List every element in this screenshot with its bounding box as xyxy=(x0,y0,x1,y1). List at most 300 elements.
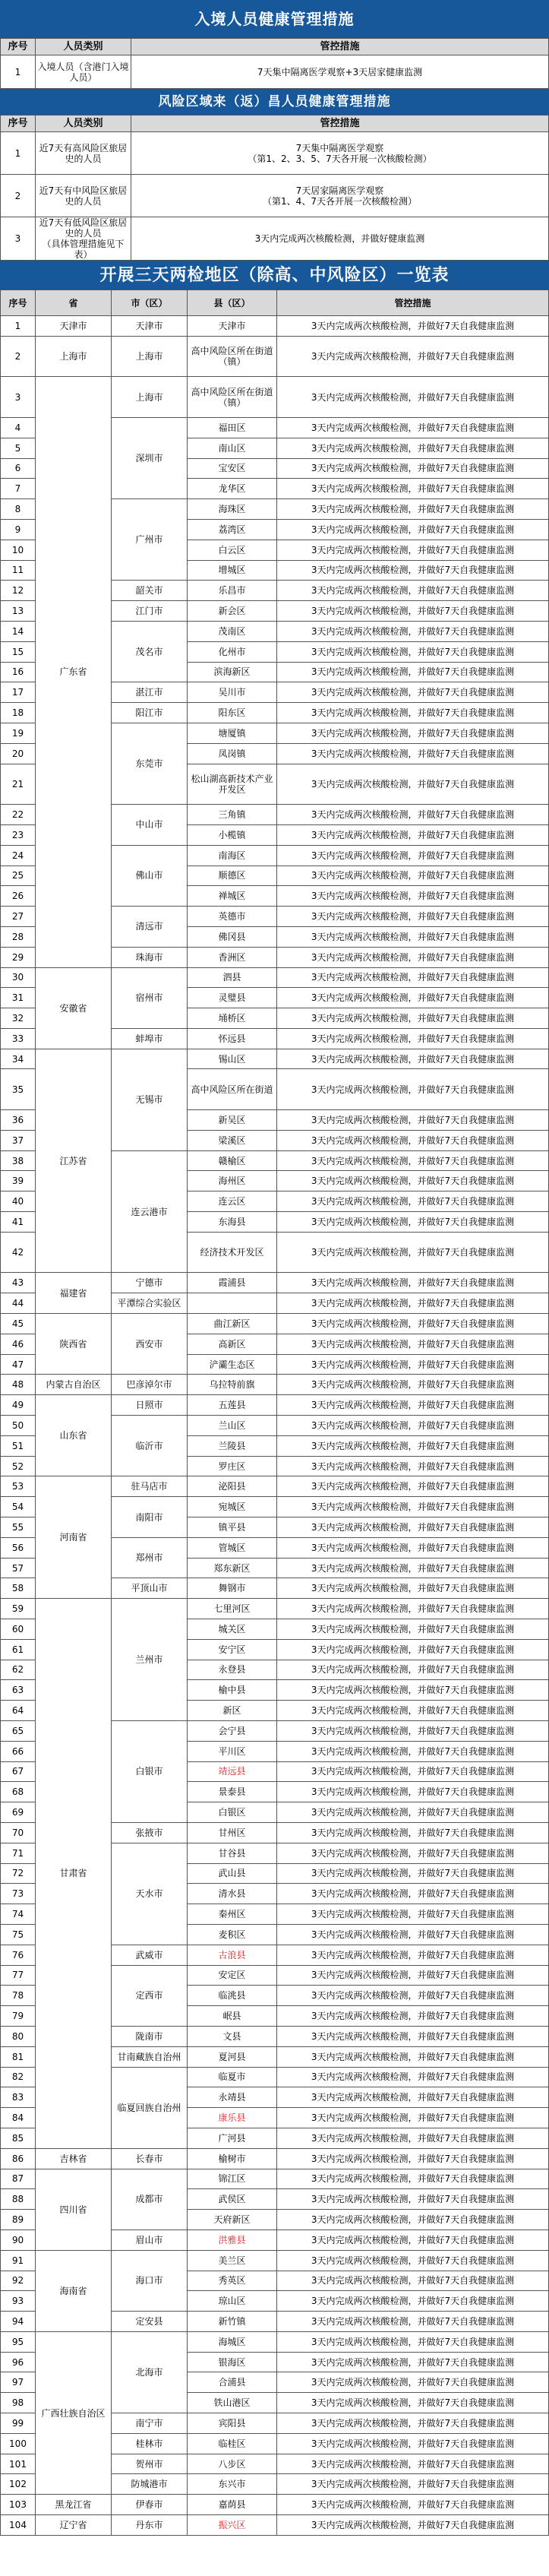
measure-cell: 3天内完成两次核酸检测，并做好7天自我健康监测 xyxy=(277,743,549,764)
row-number: 60 xyxy=(1,1619,36,1640)
row-number: 45 xyxy=(1,1314,36,1334)
row-number: 83 xyxy=(1,2087,36,2108)
measure-cell: 3天内完成两次核酸检测，并做好7天自我健康监测 xyxy=(277,316,549,337)
city-cell: 北海市 xyxy=(112,2331,188,2413)
province-cell: 福建省 xyxy=(36,1273,112,1314)
row-number: 87 xyxy=(1,2169,36,2189)
county-cell: 三角镇 xyxy=(188,805,277,825)
city-cell: 桂林市 xyxy=(112,2433,188,2454)
county-cell: 化州市 xyxy=(188,641,277,662)
row-number: 33 xyxy=(1,1028,36,1049)
measure-cell: 3天内完成两次核酸检测，并做好7天自我健康监测 xyxy=(277,1619,549,1640)
risk-row-measure: 3天内完成两次核酸检测，并做好健康监测 xyxy=(131,217,549,261)
measure-cell: 3天内完成两次核酸检测，并做好7天自我健康监测 xyxy=(277,1314,549,1334)
county-cell: 荔湾区 xyxy=(188,519,277,540)
measure-cell: 3天内完成两次核酸检测，并做好7天自我健康监测 xyxy=(277,1639,549,1660)
county-cell: 铁山港区 xyxy=(188,2393,277,2413)
county-cell: 东兴市 xyxy=(188,2474,277,2495)
row-number: 92 xyxy=(1,2271,36,2291)
measure-cell: 3天内完成两次核酸检测，并做好7天自我健康监测 xyxy=(277,2433,549,2454)
city-cell: 平潭综合实验区 xyxy=(112,1293,188,1314)
city-cell: 眉山市 xyxy=(112,2229,188,2250)
county-cell xyxy=(188,1293,277,1314)
row-number: 103 xyxy=(1,2495,36,2515)
county-cell: 埇桥区 xyxy=(188,1008,277,1029)
measure-cell: 3天内完成两次核酸检测，并做好7天自我健康监测 xyxy=(277,1456,549,1476)
measure-cell: 3天内完成两次核酸检测，并做好7天自我健康监测 xyxy=(277,764,549,805)
county-cell: 兰山区 xyxy=(188,1416,277,1436)
city-cell: 阳江市 xyxy=(112,703,188,723)
risk-row-category xyxy=(36,217,131,261)
measure-cell: 3天内完成两次核酸检测，并做好7天自我健康监测 xyxy=(277,1150,549,1171)
city-cell: 兰州市 xyxy=(112,1599,188,1721)
row-number: 50 xyxy=(1,1416,36,1436)
entry-row-category: 入境人员（含港门入境人员） xyxy=(36,55,131,89)
table-row xyxy=(1,1476,549,1497)
county-cell: 新区 xyxy=(188,1701,277,1721)
table-row xyxy=(1,2495,549,2515)
city-cell: 深圳市 xyxy=(112,417,188,498)
measure-cell: 3天内完成两次核酸检测，并做好7天自我健康监测 xyxy=(277,2312,549,2332)
measure-cell: 3天内完成两次核酸检测，并做好7天自我健康监测 xyxy=(277,2087,549,2108)
city-cell: 江门市 xyxy=(112,601,188,622)
county-cell: 宝安区 xyxy=(188,458,277,479)
measure-cell: 3天内完成两次核酸检测，并做好7天自我健康监测 xyxy=(277,1517,549,1538)
county-cell: 临洮县 xyxy=(188,1986,277,2006)
measure-cell: 3天内完成两次核酸检测，并做好7天自我健康监测 xyxy=(277,2372,549,2393)
row-number: 57 xyxy=(1,1558,36,1578)
county-cell: 安定区 xyxy=(188,1965,277,1986)
row-number: 3 xyxy=(1,377,36,418)
city-cell: 定西市 xyxy=(112,1965,188,2026)
county-cell: 泌阳县 xyxy=(188,1476,277,1497)
row-number: 102 xyxy=(1,2474,36,2495)
measure-cell: 3天内完成两次核酸检测，并做好7天自我健康监测 xyxy=(277,2108,549,2128)
row-number: 28 xyxy=(1,926,36,947)
row-number: 88 xyxy=(1,2189,36,2210)
row-number: 98 xyxy=(1,2393,36,2413)
measure-cell: 3天内完成两次核酸检测，并做好7天自我健康监测 xyxy=(277,824,549,845)
city-cell: 成都市 xyxy=(112,2169,188,2229)
county-cell: 嘉荫县 xyxy=(188,2495,277,2515)
measure-cell: 3天内完成两次核酸检测，并做好7天自我健康监测 xyxy=(277,1884,549,1904)
risk-row-measure xyxy=(131,175,549,217)
county-cell: 浐灞生态区 xyxy=(188,1354,277,1375)
row-number: 27 xyxy=(1,907,36,927)
row-number: 36 xyxy=(1,1110,36,1131)
row-number: 77 xyxy=(1,1965,36,1986)
county-cell: 甘谷县 xyxy=(188,1843,277,1863)
city-cell: 定安县 xyxy=(112,2312,188,2332)
county-cell: 兰陵县 xyxy=(188,1435,277,1456)
measure-cell: 3天内完成两次核酸检测，并做好7天自我健康监测 xyxy=(277,907,549,927)
county-cell: 宾阳县 xyxy=(188,2413,277,2434)
measure-cell: 3天内完成两次核酸检测，并做好7天自我健康监测 xyxy=(277,1395,549,1416)
row-number: 7 xyxy=(1,479,36,499)
row-number: 94 xyxy=(1,2312,36,2332)
city-cell: 西安市 xyxy=(112,1314,188,1375)
county-cell: 天府新区 xyxy=(188,2210,277,2230)
row-number: 78 xyxy=(1,1986,36,2006)
city-cell: 湛江市 xyxy=(112,682,188,703)
province-cell: 广西壮族自治区 xyxy=(36,2331,112,2494)
measure-cell: 3天内完成两次核酸检测，并做好7天自我健康监测 xyxy=(277,1965,549,1986)
city-cell: 海口市 xyxy=(112,2250,188,2311)
row-number: 69 xyxy=(1,1802,36,1823)
city-cell: 防城港市 xyxy=(112,2474,188,2495)
county-cell: 龙华区 xyxy=(188,479,277,499)
measure-cell: 3天内完成两次核酸检测，并做好7天自我健康监测 xyxy=(277,621,549,641)
row-number: 90 xyxy=(1,2229,36,2250)
city-cell: 南阳市 xyxy=(112,1497,188,1538)
county-cell: 美兰区 xyxy=(188,2250,277,2271)
county-cell: 清水县 xyxy=(188,1884,277,1904)
risk-row-no: 2 xyxy=(1,175,36,217)
county-cell: 秦州区 xyxy=(188,1904,277,1925)
row-number: 95 xyxy=(1,2331,36,2352)
row-number: 72 xyxy=(1,1863,36,1884)
measure-cell: 3天内完成两次核酸检测，并做好7天自我健康监测 xyxy=(277,723,549,743)
measure-cell: 3天内完成两次核酸检测，并做好7天自我健康监测 xyxy=(277,1558,549,1578)
table-row xyxy=(1,55,549,89)
row-number: 9 xyxy=(1,519,36,540)
city-cell: 无锡市 xyxy=(112,1049,188,1150)
table-row xyxy=(1,377,549,418)
measure-cell: 3天内完成两次核酸检测，并做好7天自我健康监测 xyxy=(277,560,549,581)
entry-row-measure: 7天集中隔离医学观察+3天居家健康监测 xyxy=(131,55,549,89)
measure-cell: 3天内完成两次核酸检测，并做好7天自我健康监测 xyxy=(277,1354,549,1375)
row-number: 74 xyxy=(1,1904,36,1925)
measure-cell: 3天内完成两次核酸检测，并做好7天自我健康监测 xyxy=(277,1049,549,1069)
measure-cell: 3天内完成两次核酸检测，并做好7天自我健康监测 xyxy=(277,2515,549,2536)
row-number: 43 xyxy=(1,1273,36,1293)
measure-cell: 3天内完成两次核酸检测，并做好7天自我健康监测 xyxy=(277,2495,549,2515)
row-number: 100 xyxy=(1,2433,36,2454)
list-header-county: 县（区） xyxy=(188,290,277,316)
measure-cell: 3天内完成两次核酸检测，并做好7天自我健康监测 xyxy=(277,601,549,622)
county-cell: 怀远县 xyxy=(188,1028,277,1049)
province-cell: 辽宁省 xyxy=(36,2515,112,2536)
county-cell: 阳东区 xyxy=(188,703,277,723)
county-cell: 舞钢市 xyxy=(188,1578,277,1599)
city-cell: 蚌埠市 xyxy=(112,1028,188,1049)
province-cell: 广东省 xyxy=(36,377,112,967)
risk-table xyxy=(0,115,549,261)
measure-cell: 3天内完成两次核酸检测，并做好7天自我健康监测 xyxy=(277,2169,549,2189)
city-cell: 珠海市 xyxy=(112,947,188,967)
measure-cell: 3天内完成两次核酸检测，并做好7天自我健康监测 xyxy=(277,2148,549,2169)
province-cell: 四川省 xyxy=(36,2169,112,2250)
measure-cell: 3天内完成两次核酸检测，并做好7天自我健康监测 xyxy=(277,1476,549,1497)
table-row xyxy=(1,1049,549,1069)
county-cell: 泗县 xyxy=(188,967,277,988)
list-section-title: 开展三天两检地区（除高、中风险区）一览表 xyxy=(0,261,549,290)
measure-cell: 3天内完成两次核酸检测，并做好7天自我健康监测 xyxy=(277,926,549,947)
measure-cell: 3天内完成两次核酸检测，并做好7天自我健康监测 xyxy=(277,1416,549,1436)
county-cell: 海城区 xyxy=(188,2331,277,2352)
county-cell: 锡山区 xyxy=(188,1049,277,1069)
county-cell: 白银区 xyxy=(188,1802,277,1823)
measure-cell: 3天内完成两次核酸检测，并做好7天自我健康监测 xyxy=(277,662,549,682)
measure-cell: 3天内完成两次核酸检测，并做好7天自我健康监测 xyxy=(277,2331,549,2352)
city-cell: 广州市 xyxy=(112,499,188,581)
table-row xyxy=(1,217,549,261)
row-number: 101 xyxy=(1,2454,36,2474)
table-row xyxy=(1,2169,549,2189)
county-cell: 琼山区 xyxy=(188,2291,277,2312)
row-number: 41 xyxy=(1,1212,36,1233)
county-cell: 经济技术开发区 xyxy=(188,1232,277,1273)
measure-cell: 3天内完成两次核酸检测，并做好7天自我健康监测 xyxy=(277,2352,549,2372)
row-number: 93 xyxy=(1,2291,36,2312)
list-header-row xyxy=(1,290,549,316)
measure-cell: 3天内完成两次核酸检测，并做好7天自我健康监测 xyxy=(277,1782,549,1802)
county-cell: 榆树市 xyxy=(188,2148,277,2169)
county-cell: 银海区 xyxy=(188,2352,277,2372)
measure-cell: 3天内完成两次核酸检测，并做好7天自我健康监测 xyxy=(277,1008,549,1029)
table-row xyxy=(1,316,549,337)
table-row xyxy=(1,2331,549,2352)
measure-cell: 3天内完成两次核酸检测，并做好7天自我健康监测 xyxy=(277,1212,549,1233)
risk-category-text: 近7天有低风险区旅居史的人员 xyxy=(39,217,128,239)
county-cell: 城关区 xyxy=(188,1619,277,1640)
measure-cell: 3天内完成两次核酸检测，并做好7天自我健康监测 xyxy=(277,2189,549,2210)
risk-row-measure xyxy=(131,132,549,175)
county-cell: 八步区 xyxy=(188,2454,277,2474)
county-cell: 禅城区 xyxy=(188,886,277,907)
province-cell: 天津市 xyxy=(36,316,112,337)
county-cell: 滨海新区 xyxy=(188,662,277,682)
city-cell: 天津市 xyxy=(112,316,188,337)
entry-header-measure: 管控措施 xyxy=(131,39,549,55)
row-number: 38 xyxy=(1,1150,36,1171)
row-number: 10 xyxy=(1,540,36,560)
county-cell: 夏河县 xyxy=(188,2046,277,2067)
row-number: 29 xyxy=(1,947,36,967)
row-number: 53 xyxy=(1,1476,36,1497)
row-number: 63 xyxy=(1,1680,36,1701)
county-cell: 秀英区 xyxy=(188,2271,277,2291)
county-cell: 镇平县 xyxy=(188,1517,277,1538)
measure-cell: 3天内完成两次核酸检测，并做好7天自我健康监测 xyxy=(277,1822,549,1843)
row-number: 73 xyxy=(1,1884,36,1904)
table-row xyxy=(1,967,549,988)
row-number: 52 xyxy=(1,1456,36,1476)
measure-cell: 3天内完成两次核酸检测，并做好7天自我健康监测 xyxy=(277,1986,549,2006)
county-cell: 锦江区 xyxy=(188,2169,277,2189)
city-cell: 巴彦淖尔市 xyxy=(112,1375,188,1395)
county-cell: 英德市 xyxy=(188,907,277,927)
city-cell: 驻马店市 xyxy=(112,1476,188,1497)
row-number: 71 xyxy=(1,1843,36,1863)
measure-cell: 3天内完成两次核酸检测，并做好7天自我健康监测 xyxy=(277,2128,549,2148)
row-number: 15 xyxy=(1,641,36,662)
row-number: 16 xyxy=(1,662,36,682)
province-cell: 海南省 xyxy=(36,2250,112,2331)
city-cell: 宁德市 xyxy=(112,1273,188,1293)
province-cell: 吉林省 xyxy=(36,2148,112,2169)
risk-measure-line: （第1、4、7天各开展一次核酸检测） xyxy=(263,195,417,207)
measure-cell: 3天内完成两次核酸检测，并做好7天自我健康监测 xyxy=(277,336,549,377)
row-number: 2 xyxy=(1,336,36,377)
row-number: 44 xyxy=(1,1293,36,1314)
row-number: 67 xyxy=(1,1761,36,1782)
row-number: 46 xyxy=(1,1334,36,1354)
list-header-city: 市（区） xyxy=(112,290,188,316)
province-cell: 江苏省 xyxy=(36,1049,112,1273)
city-cell: 宿州市 xyxy=(112,967,188,1028)
measure-cell: 3天内完成两次核酸检测，并做好7天自我健康监测 xyxy=(277,2474,549,2495)
city-cell: 白银市 xyxy=(112,1720,188,1822)
row-number: 56 xyxy=(1,1537,36,1558)
row-number: 48 xyxy=(1,1375,36,1395)
county-cell: 郑东新区 xyxy=(188,1558,277,1578)
row-number: 12 xyxy=(1,581,36,601)
risk-header-no: 序号 xyxy=(1,116,36,132)
measure-cell: 3天内完成两次核酸检测，并做好7天自我健康监测 xyxy=(277,2046,549,2067)
county-cell: 临夏市 xyxy=(188,2067,277,2087)
county-cell: 新会区 xyxy=(188,601,277,622)
measure-cell: 3天内完成两次核酸检测，并做好7天自我健康监测 xyxy=(277,1741,549,1761)
county-cell: 海珠区 xyxy=(188,499,277,520)
county-cell: 康乐县 xyxy=(188,2108,277,2128)
row-number: 22 xyxy=(1,805,36,825)
measure-cell: 3天内完成两次核酸检测，并做好7天自我健康监测 xyxy=(277,1720,549,1741)
county-cell: 松山湖高新技术产业开发区 xyxy=(188,764,277,805)
county-cell: 高中风险区所在街道 xyxy=(188,1069,277,1110)
county-cell: 福田区 xyxy=(188,417,277,438)
row-number: 25 xyxy=(1,866,36,886)
risk-row-no: 1 xyxy=(1,132,36,175)
measure-cell: 3天内完成两次核酸检测，并做好7天自我健康监测 xyxy=(277,1802,549,1823)
measure-cell: 3天内完成两次核酸检测，并做好7天自我健康监测 xyxy=(277,1863,549,1884)
row-number: 19 xyxy=(1,723,36,743)
row-number: 32 xyxy=(1,1008,36,1029)
county-cell: 麦积区 xyxy=(188,1924,277,1945)
county-cell: 洪雅县 xyxy=(188,2229,277,2250)
county-cell: 文县 xyxy=(188,2026,277,2046)
region-list-table xyxy=(0,290,549,2536)
row-number: 21 xyxy=(1,764,36,805)
county-cell: 增城区 xyxy=(188,560,277,581)
county-cell: 小榄镇 xyxy=(188,824,277,845)
risk-row-category: 近7天有高风险区旅居史的人员 xyxy=(36,132,131,175)
measure-cell: 3天内完成两次核酸检测，并做好7天自我健康监测 xyxy=(277,581,549,601)
row-number: 80 xyxy=(1,2026,36,2046)
measure-cell: 3天内完成两次核酸检测，并做好7天自我健康监测 xyxy=(277,499,549,520)
city-cell: 连云港市 xyxy=(112,1150,188,1273)
row-number: 97 xyxy=(1,2372,36,2393)
measure-cell: 3天内完成两次核酸检测，并做好7天自我健康监测 xyxy=(277,1375,549,1395)
row-number: 76 xyxy=(1,1945,36,1965)
row-number: 91 xyxy=(1,2250,36,2271)
row-number: 104 xyxy=(1,2515,36,2536)
entry-header-row xyxy=(1,39,549,55)
city-cell: 上海市 xyxy=(112,377,188,418)
county-cell: 合浦县 xyxy=(188,2372,277,2393)
measure-cell: 3天内完成两次核酸检测，并做好7天自我健康监测 xyxy=(277,2210,549,2230)
row-number: 82 xyxy=(1,2067,36,2087)
county-cell: 振兴区 xyxy=(188,2515,277,2536)
county-cell: 佛冈县 xyxy=(188,926,277,947)
row-number: 35 xyxy=(1,1069,36,1110)
measure-cell: 3天内完成两次核酸检测，并做好7天自我健康监测 xyxy=(277,2291,549,2312)
county-cell: 会宁县 xyxy=(188,1720,277,1741)
measure-cell: 3天内完成两次核酸检测，并做好7天自我健康监测 xyxy=(277,1680,549,1701)
county-cell: 罗庄区 xyxy=(188,1456,277,1476)
risk-category-note: （具体管理措施见下表） xyxy=(42,239,125,260)
city-cell: 日照市 xyxy=(112,1395,188,1416)
measure-cell: 3天内完成两次核酸检测，并做好7天自我健康监测 xyxy=(277,1334,549,1354)
row-number: 13 xyxy=(1,601,36,622)
row-number: 24 xyxy=(1,845,36,866)
county-cell: 曲江新区 xyxy=(188,1314,277,1334)
province-cell: 内蒙古自治区 xyxy=(36,1375,112,1395)
table-row xyxy=(1,175,549,217)
measure-cell: 3天内完成两次核酸检测，并做好7天自我健康监测 xyxy=(277,1537,549,1558)
province-cell: 陕西省 xyxy=(36,1314,112,1375)
county-cell: 塘厦镇 xyxy=(188,723,277,743)
province-cell: 黑龙江省 xyxy=(36,2495,112,2515)
county-cell: 高新区 xyxy=(188,1334,277,1354)
county-cell: 顺德区 xyxy=(188,866,277,886)
city-cell: 张掖市 xyxy=(112,1822,188,1843)
table-row xyxy=(1,2515,549,2536)
risk-row-category: 近7天有中风险区旅居史的人员 xyxy=(36,175,131,217)
measure-cell: 3天内完成两次核酸检测，并做好7天自我健康监测 xyxy=(277,1904,549,1925)
county-cell: 吴川市 xyxy=(188,682,277,703)
city-cell: 东莞市 xyxy=(112,723,188,804)
row-number: 85 xyxy=(1,2128,36,2148)
table-row xyxy=(1,1395,549,1416)
measure-cell: 3天内完成两次核酸检测，并做好7天自我健康监测 xyxy=(277,1110,549,1131)
city-cell: 中山市 xyxy=(112,805,188,846)
measure-cell: 3天内完成两次核酸检测，并做好7天自我健康监测 xyxy=(277,438,549,458)
province-cell: 上海市 xyxy=(36,336,112,377)
measure-cell: 3天内完成两次核酸检测，并做好7天自我健康监测 xyxy=(277,458,549,479)
table-row xyxy=(1,1375,549,1395)
county-cell: 乐昌市 xyxy=(188,581,277,601)
measure-cell: 3天内完成两次核酸检测，并做好7天自我健康监测 xyxy=(277,1028,549,1049)
county-cell: 宛城区 xyxy=(188,1497,277,1517)
city-cell: 韶关市 xyxy=(112,581,188,601)
table-row xyxy=(1,1599,549,1619)
city-cell: 丹东市 xyxy=(112,2515,188,2536)
risk-row-no: 3 xyxy=(1,217,36,261)
province-cell: 甘肃省 xyxy=(36,1599,112,2149)
row-number: 5 xyxy=(1,438,36,458)
county-cell: 梁溪区 xyxy=(188,1130,277,1150)
measure-cell: 3天内完成两次核酸检测，并做好7天自我健康监测 xyxy=(277,805,549,825)
county-cell: 东海县 xyxy=(188,1212,277,1233)
measure-cell: 3天内完成两次核酸检测，并做好7天自我健康监测 xyxy=(277,1232,549,1273)
row-number: 4 xyxy=(1,417,36,438)
county-cell: 安宁区 xyxy=(188,1639,277,1660)
measure-cell: 3天内完成两次核酸检测，并做好7天自我健康监测 xyxy=(277,682,549,703)
entry-table xyxy=(0,38,549,89)
city-cell: 南宁市 xyxy=(112,2413,188,2434)
row-number: 30 xyxy=(1,967,36,988)
measure-cell: 3天内完成两次核酸检测，并做好7天自我健康监测 xyxy=(277,845,549,866)
county-cell: 天津市 xyxy=(188,316,277,337)
county-cell: 高中风险区所在街道（镇） xyxy=(188,336,277,377)
province-cell: 山东省 xyxy=(36,1395,112,1476)
row-number: 54 xyxy=(1,1497,36,1517)
row-number: 18 xyxy=(1,703,36,723)
table-row xyxy=(1,132,549,175)
measure-cell: 3天内完成两次核酸检测，并做好7天自我健康监测 xyxy=(277,1293,549,1314)
row-number: 84 xyxy=(1,2108,36,2128)
